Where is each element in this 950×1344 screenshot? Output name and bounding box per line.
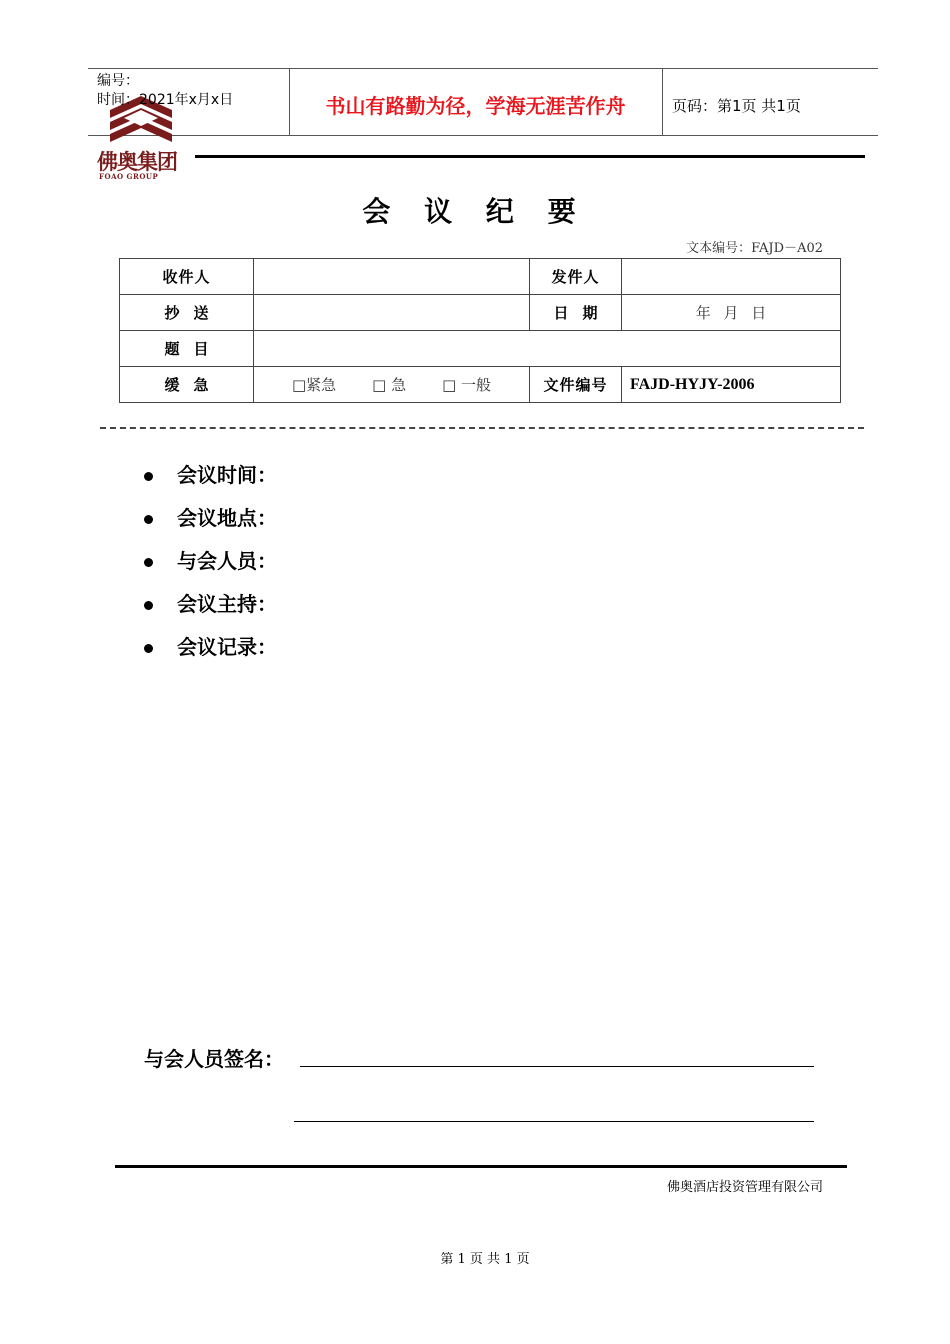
sender-label: 发件人 [530, 259, 622, 295]
info-table [119, 258, 841, 403]
bullet-text: 与会人员： [177, 549, 277, 573]
bullet-dot-icon [144, 515, 153, 524]
bullet-attendees [144, 545, 277, 574]
table-row-cc [120, 295, 841, 331]
cc-field[interactable] [254, 295, 530, 331]
bullet-meeting-time [144, 459, 277, 488]
urgency-option-urgent[interactable]: □紧急 [291, 376, 337, 394]
logo-name-cn: 佛奥集团 [97, 149, 177, 174]
doc-number-label: 编号： [97, 73, 139, 89]
file-no-label: 文件编号 [530, 367, 622, 403]
bullet-dot-icon [144, 601, 153, 610]
cc-label: 抄送 [120, 295, 254, 331]
bullet-dot-icon [144, 644, 153, 653]
signature-label: 与会人员签名： [144, 1047, 284, 1071]
urgency-label: 缓急 [120, 367, 254, 403]
bullet-dot-icon [144, 472, 153, 481]
footer-page-number: 第 1 页 共 1 页 [440, 1252, 530, 1267]
doc-time-label: 时间：2021年x月x日 [97, 92, 234, 108]
bullet-dot-icon [144, 558, 153, 567]
document-code: 文本编号：FAJD－A02 [686, 241, 823, 256]
recipient-label: 收件人 [120, 259, 254, 295]
header-top-rule [88, 68, 878, 69]
bullet-host [144, 588, 277, 617]
date-label: 日期 [530, 295, 622, 331]
recipient-field[interactable] [254, 259, 530, 295]
table-row-urgency [120, 367, 841, 403]
subject-field[interactable] [254, 331, 841, 367]
bullet-minutes [144, 631, 277, 660]
date-field[interactable]: 年 月 日 [622, 295, 841, 331]
page-title: 会 议 纪 要 [362, 195, 588, 228]
bullet-text: 会议记录： [177, 635, 277, 659]
header-bottom-rule [88, 135, 878, 136]
dashed-separator [100, 427, 864, 429]
subject-label: 题目 [120, 331, 254, 367]
footer-rule [115, 1165, 847, 1168]
sender-field[interactable] [622, 259, 841, 295]
bullet-text: 会议时间： [177, 463, 277, 487]
footer-company: 佛奥酒店投资管理有限公司 [666, 1180, 823, 1195]
signature-line[interactable] [294, 1121, 814, 1122]
table-row-recipient [120, 259, 841, 295]
urgency-options [254, 367, 530, 403]
urgency-option-normal[interactable]: □ 一般 [442, 376, 492, 394]
header-thick-rule [195, 155, 865, 158]
bullet-meeting-place [144, 502, 277, 531]
file-no-value: FAJD-HYJY-2006 [622, 367, 841, 403]
bullet-text: 会议地点： [177, 506, 277, 530]
header-motto: 书山有路勤为径，学海无涯苦作舟 [325, 94, 626, 118]
table-row-subject [120, 331, 841, 367]
header-divider-right [662, 68, 663, 135]
signature-line[interactable] [300, 1066, 814, 1067]
header-page-info: 页码：第1页 共1页 [672, 97, 801, 115]
logo-name-en: FOAO GROUP [99, 172, 159, 181]
bullet-text: 会议主持： [177, 592, 277, 616]
urgency-option-rush[interactable]: □ 急 [372, 376, 407, 394]
